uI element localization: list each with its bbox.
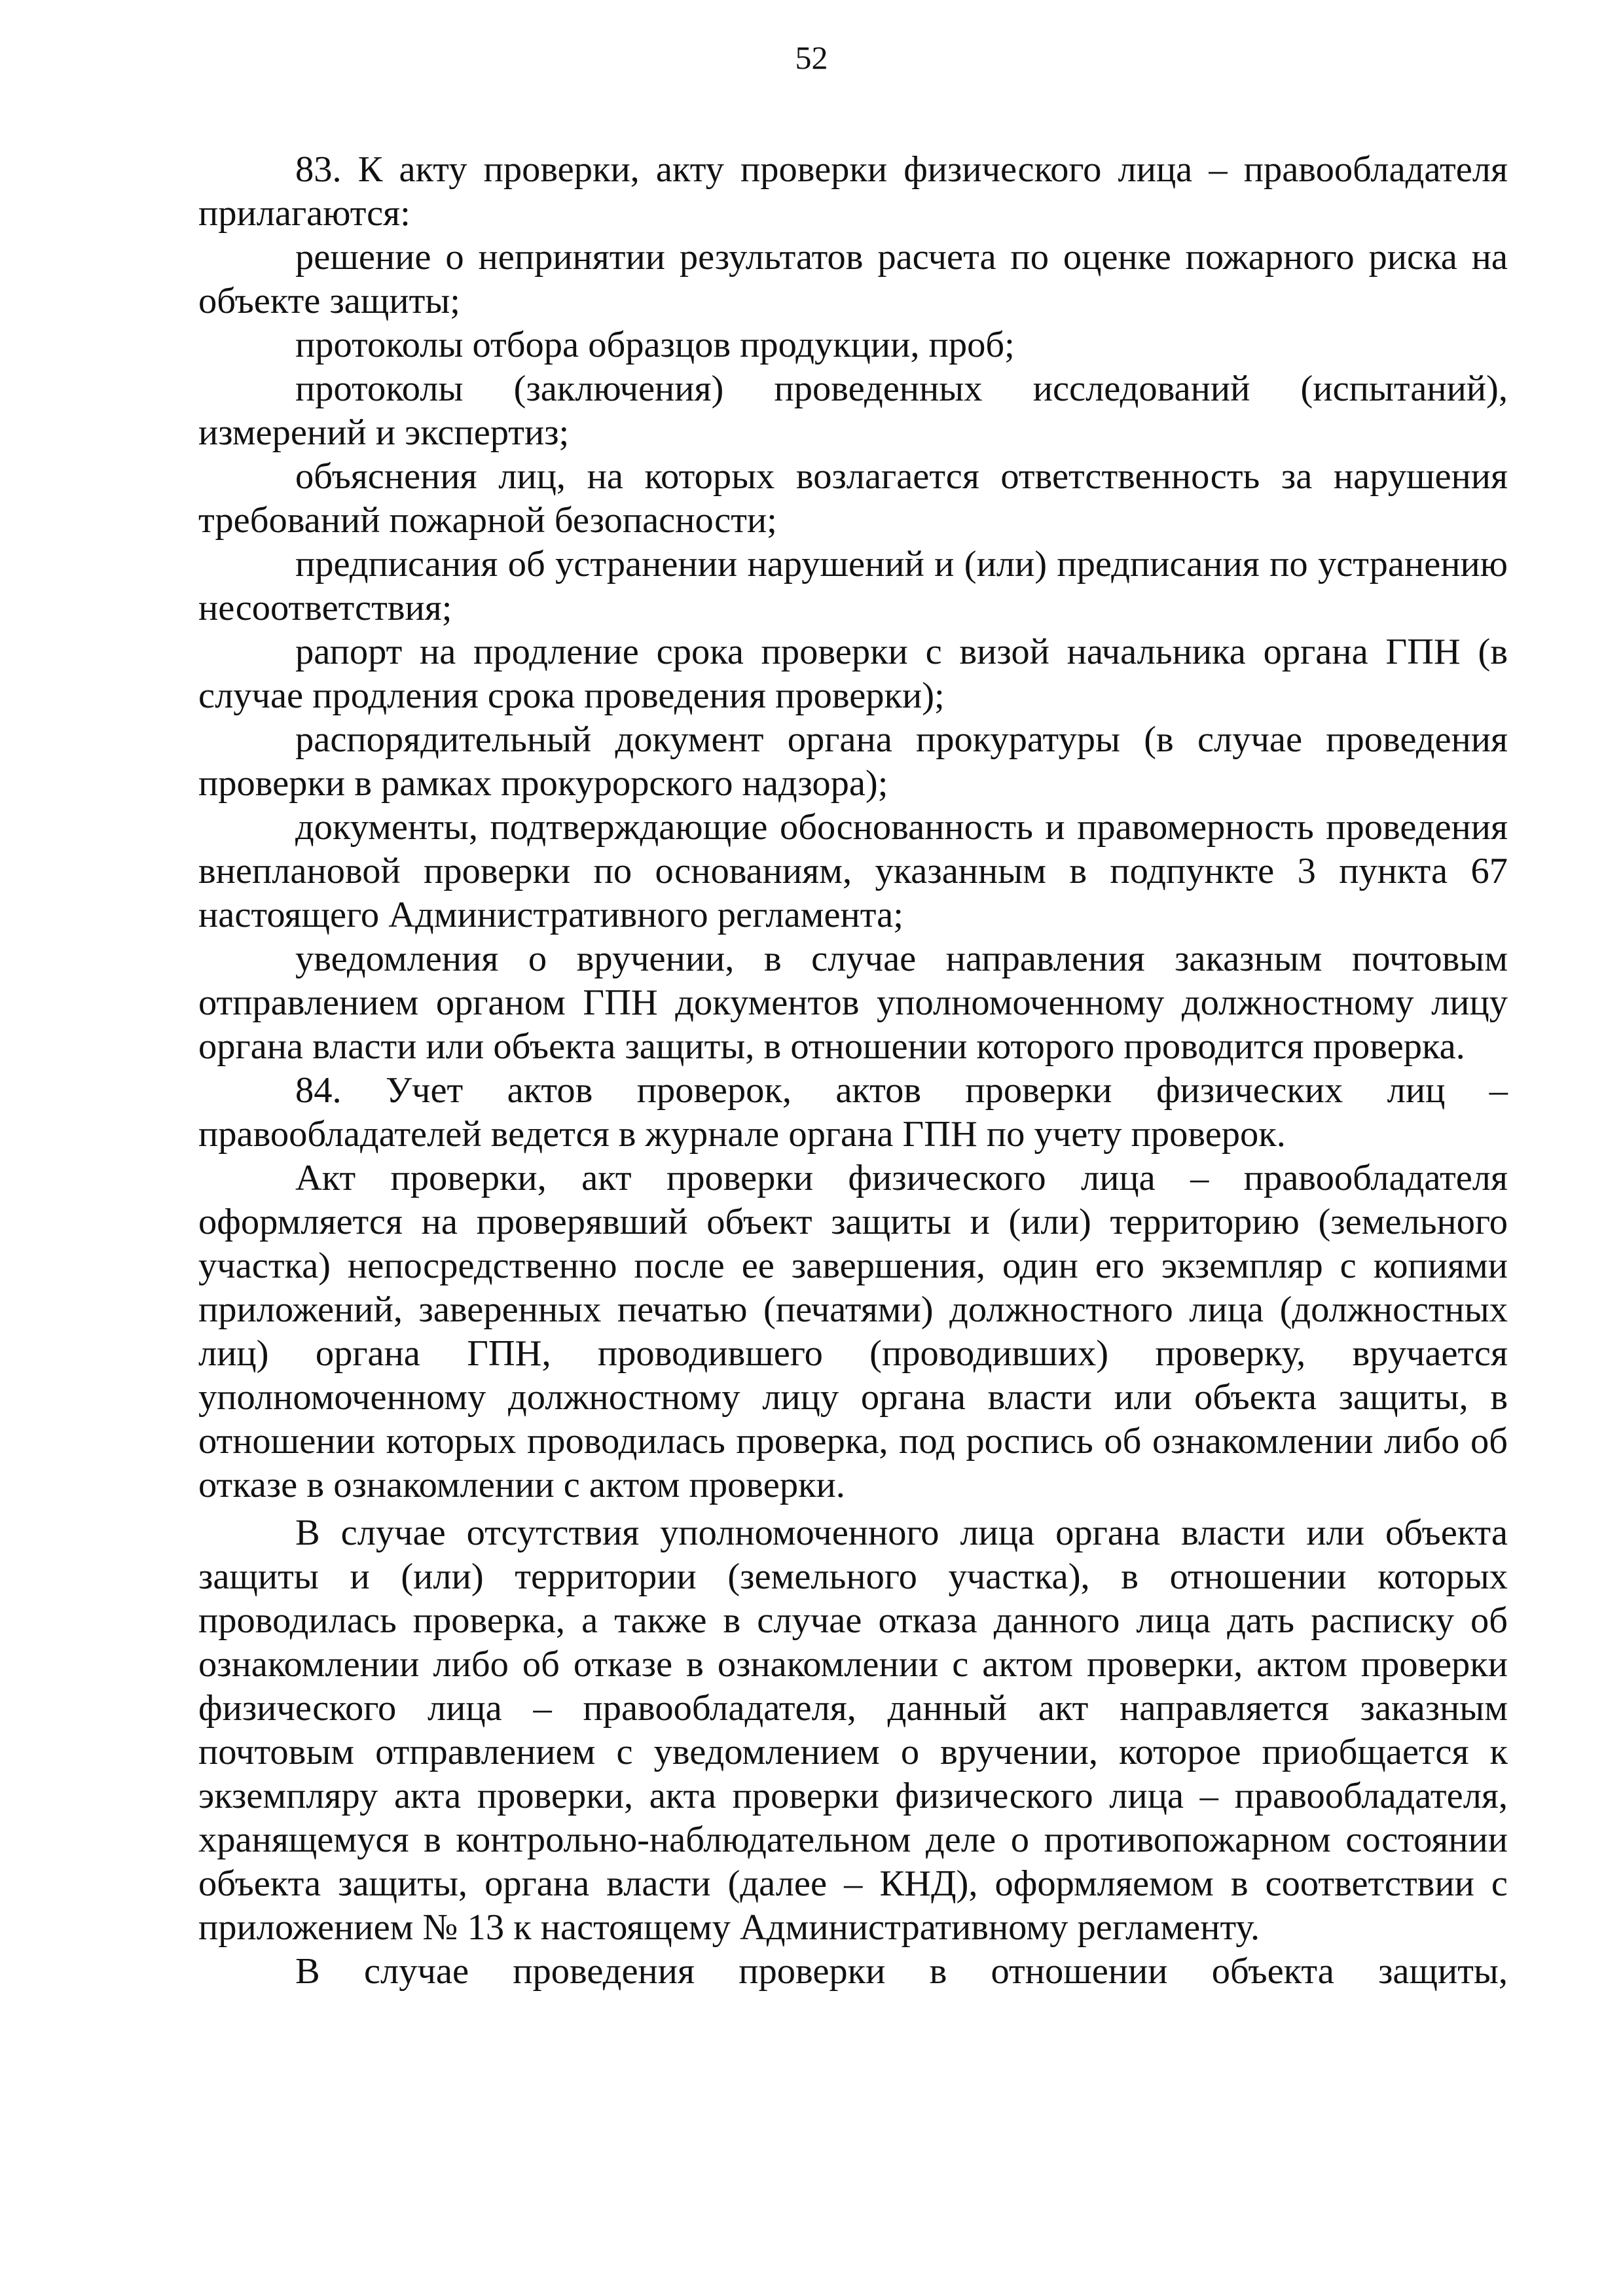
list-item-justification-documents: документы, подтверждающие обоснованность и правомерность проведения внеплановой проверки по основаниям, указанным в подпункте 3 пункта 67 настоящего Административного регламента; xyxy=(198,807,1508,935)
document-body xyxy=(198,148,1508,1994)
list-item-extension-report: рапорт на продление срока проверки с визой начальника органа ГПН (в случае продления срока проведения проверки); xyxy=(198,632,1508,716)
list-item-sampling-protocols: протоколы отбора образцов продукции, проб; xyxy=(295,325,1015,365)
list-item-fire-risk-decision: решение о непринятии результатов расчета по оценке пожарного риска на объекте защиты; xyxy=(198,237,1508,321)
list-item-research-protocols: протоколы (заключения) проведенных исследований (испытаний), измерений и экспертиз; xyxy=(198,368,1508,453)
list-item-orders: предписания об устранении нарушений и (или) предписания по устранению несоответствия; xyxy=(198,544,1508,628)
list-item-delivery-notices: уведомления о вручении, в случае направления заказным почтовым отправлением органом ГПН документов уполномоченному должностному лицу органа власти или объекта защиты, в отношении которого проводится проверка. xyxy=(198,939,1508,1067)
paragraph-83: 83. К акту проверки, акту проверки физического лица – правообладателя прилагаются: xyxy=(198,149,1508,234)
paragraph-act-registration: Акт проверки, акт проверки физического лица – правообладателя оформляется на проверявший объект защиты и (или) территорию (земельного участка) непосредственно после ее завершения, один его экземпляр с копиями приложений, заверенных печатью (печатями) должностного лица (должностных лиц) органа ГПН, проводившего (проводивших) проверку, вручается уполномоченному должностному лицу органа власти или объекта защиты, в отношении которых проводилась проверка, под роспись об ознакомлении либо об отказе в ознакомлении с актом проверки. xyxy=(198,1158,1508,1505)
paragraph-absence-case: В случае отсутствия уполномоченного лица органа власти или объекта защиты и (или) территории (земельного участка), в отношении которых проводилась проверка, а также в случае отказа данного лица дать расписку об ознакомлении либо об отказе в ознакомлении с актом проверки, актом проверки физического лица – правообладателя, данный акт направляется заказным почтовым отправлением с уведомлением о вручении, которое приобщается к экземпляру акта проверки, акта проверки физического лица – правообладателя, хранящемуся в контрольно-наблюдательном деле о противопожарном состоянии объекта защиты, органа власти (далее – КНД), оформляемом в соответствии с приложением № 13 к настоящему Административному регламенту. xyxy=(198,1513,1508,1948)
list-item-prosecutor-document: распорядительный документ органа прокуратуры (в случае проведения проверки в рамках прокурорского надзора); xyxy=(198,719,1508,804)
page-number: 52 xyxy=(795,39,828,76)
list-item-explanations: объяснения лиц, на которых возлагается ответственность за нарушения требований пожарной безопасности; xyxy=(198,456,1508,541)
paragraph-84: 84. Учет актов проверок, актов проверки физических лиц – правообладателей ведется в журнале органа ГПН по учету проверок. xyxy=(198,1070,1508,1155)
paragraph-continued: В случае проведения проверки в отношении объекта защиты, xyxy=(295,1951,1508,1992)
